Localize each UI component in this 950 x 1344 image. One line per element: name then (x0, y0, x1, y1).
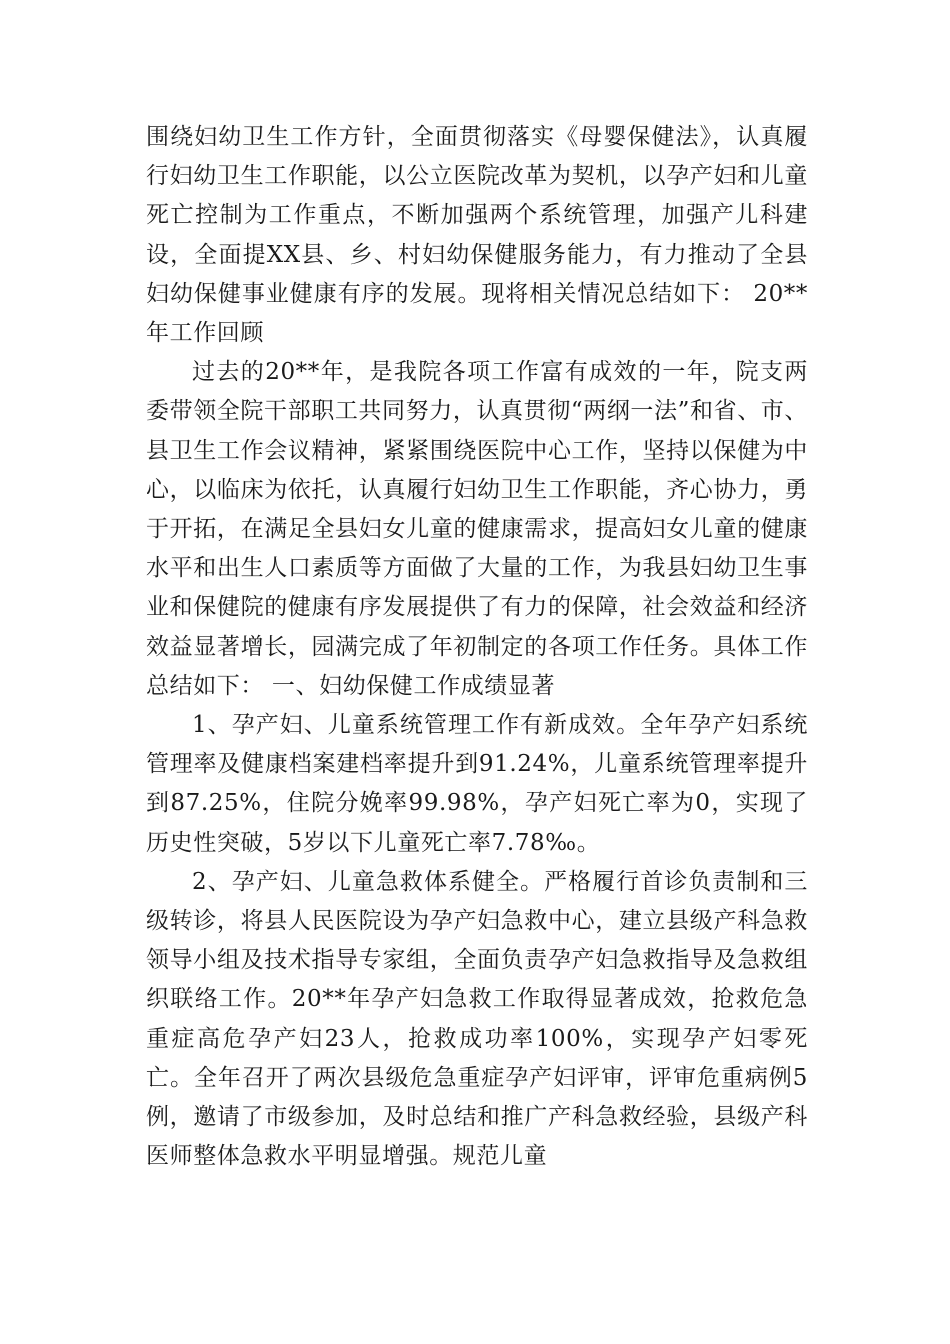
paragraph-item-2: 2、孕产妇、儿童急救体系健全。严格履行首诊负责制和三级转诊，将县人民医院设为孕产妇急救中心，建立县级产科急救领导小组及技术指导专家组，全面负责孕产妇急救指导及急救组织联络工作。20**年孕产妇急救工作取得显著成效，抢救危急重症高危孕产妇23人，抢救成功率100%，实现孕产妇零死亡。全年召开了两次县级危急重症孕产妇评审，评审危重病例5例，邀请了市级参加，及时总结和推广产科急救经验，县级产科医师整体急救水平明显增强。规范儿童 (146, 868, 808, 1170)
paragraph-intro: 围绕妇幼卫生工作方针，全面贯彻落实《母婴保健法》，认真履行妇幼卫生工作职能，以公立医院改革为契机，以孕产妇和儿童死亡控制为工作重点，不断加强两个系统管理，加强产儿科建设，全面提XX县、乡、村妇幼保健服务能力，有力推动了全县妇幼保健事业健康有序的发展。现将相关情况总结如下： 20**年工作回顾 (146, 124, 808, 347)
paragraph-review: 过去的20**年，是我院各项工作富有成效的一年，院支两委带领全院干部职工共同努力，认真贯彻“两纲一法”和省、市、县卫生工作会议精神，紧紧围绕医院中心工作，坚持以保健为中心，以临床为依托，认真履行妇幼卫生工作职能，齐心协力，勇于开拓，在满足全县妇女儿童的健康需求，提高妇女儿童的健康水平和出生人口素质等方面做了大量的工作，为我县妇幼卫生事业和保健院的健康有序发展提供了有力的保障，社会效益和经济效益显著增长，园满完成了年初制定的各项工作任务。具体工作总结如下： 一、妇幼保健工作成绩显著 (146, 359, 808, 699)
paragraph-item-1: 1、孕产妇、儿童系统管理工作有新成效。全年孕产妇系统管理率及健康档案建档率提升到91.24%，儿童系统管理率提升到87.25%，住院分娩率99.98%，孕产妇死亡率为0，实现了历史性突破，5岁以下儿童死亡率7.78‰。 (146, 712, 808, 856)
document-body (146, 118, 808, 1176)
